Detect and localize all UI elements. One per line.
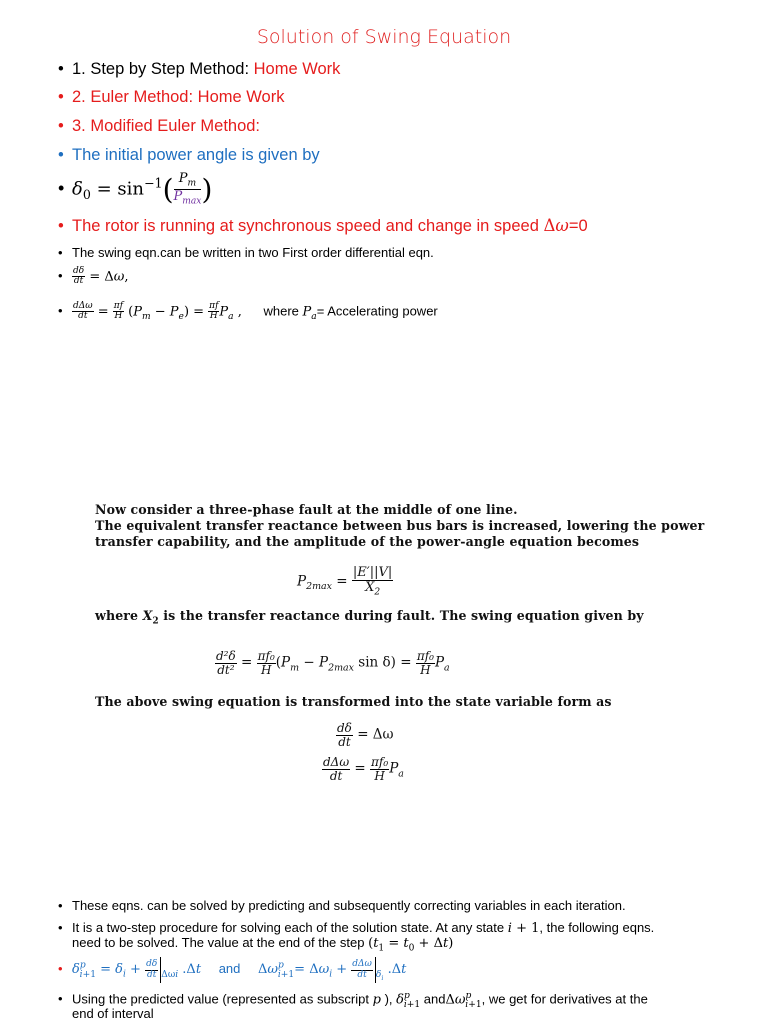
scan-line-3: transfer capability, and the amplitude of the power-angle equation becomes (95, 534, 640, 549)
bullet-modified-euler: • 3. Modified Euler Method: (58, 117, 261, 135)
scan-line-2: The equivalent transfer reactance between bus bars is increased, lowering the power (95, 518, 705, 533)
bullet-rotor-speed: • The rotor is running at synchronous speed and change in speed Δω=0 (58, 216, 588, 235)
formula-ddelta-dt: • $\frac{d\delta}{dt}$ = Δω, (58, 266, 129, 287)
bullet-using-predicted: • Using the predicted value (represented as subscript p ), $\delta^p_{i+1}$ andΔω$^p_{i+1}$, we get for derivatives at the (58, 991, 648, 1010)
scan-state-line: The above swing equation is transformed into the state variable form as (95, 694, 612, 709)
bullet-euler: • 2. Euler Method: Home Work (58, 88, 285, 106)
bullet-step-by-step: • 1. Step by Step Method: Home Work (58, 60, 341, 78)
scan-where-line: where $X_2$ is the transfer reactance during fault. The swing equation given by (95, 608, 644, 627)
scan-eq-state-1: $\frac{d\delta}{dt}$ = Δω (337, 721, 394, 749)
bullet-two-step-cont: need to be solved. The value at the end of the step $(t_1 = t_0 + \Delta t)$ (72, 935, 454, 954)
scan-eq-p2max: $P_{2max}$ = $\frac{|E'||V|}{X_2}$ (297, 565, 393, 598)
scan-eq-swing: $\frac{\text{d²δ}}{\text{dt²}}$ = $\frac{\text{πf₀}}{H}$ ($P_m - P_{2max}$ sin δ) = $\frac{\text{πf₀}}{H}$ $P_a$ (216, 649, 450, 677)
scan-eq-state-2: $\frac{\text{dΔω}}{dt}$ = $\frac{\text{πf₀}}{H}$ $P_a$ (323, 755, 404, 783)
bullet-swing-two-eqn: • The swing eqn.can be written in two First order differential eqn. (58, 245, 434, 260)
formula-domega-dt: • $\frac{\text{dΔω}}{dt}$ = $\frac{\pi f}{H}$ $(P_m - P_e)$ = $\frac{\pi f}{H}$ $P_a$ , where $P_a=$ Accelerating power (58, 301, 438, 322)
formula-predictor: • $\delta^p_{i+1} = \delta_i$ + $\frac{d\delta}{dt}$ $_{\Delta\omega i}$ .Δt and $\Delta\omega^p_{i+1}= \Delta\omega_i$ + $\frac{\text{dΔω}}{dt}$ $_{\delta_i}$ .Δt (58, 957, 406, 983)
scan-line-1: Now consider a three-phase fault at the middle of one line. (95, 502, 518, 517)
page-title: Solution of Swing Equation (256, 26, 512, 48)
bullet-using-predicted-cont: end of interval (72, 1006, 154, 1021)
bullet-initial-angle: • The initial power angle is given by (58, 146, 320, 164)
formula-delta0: • $\delta_0 = \sin^{-1}$( $\frac{P_m}{P_{max}}$ ) (58, 171, 213, 207)
bullet-predict-correct: • These eqns. can be solved by predicting and subsequently correcting variables in each iteration. (58, 898, 626, 913)
bullet-two-step: • It is a two-step procedure for solving each of the solution state. At any state i + 1, the following eqns. (58, 920, 655, 936)
